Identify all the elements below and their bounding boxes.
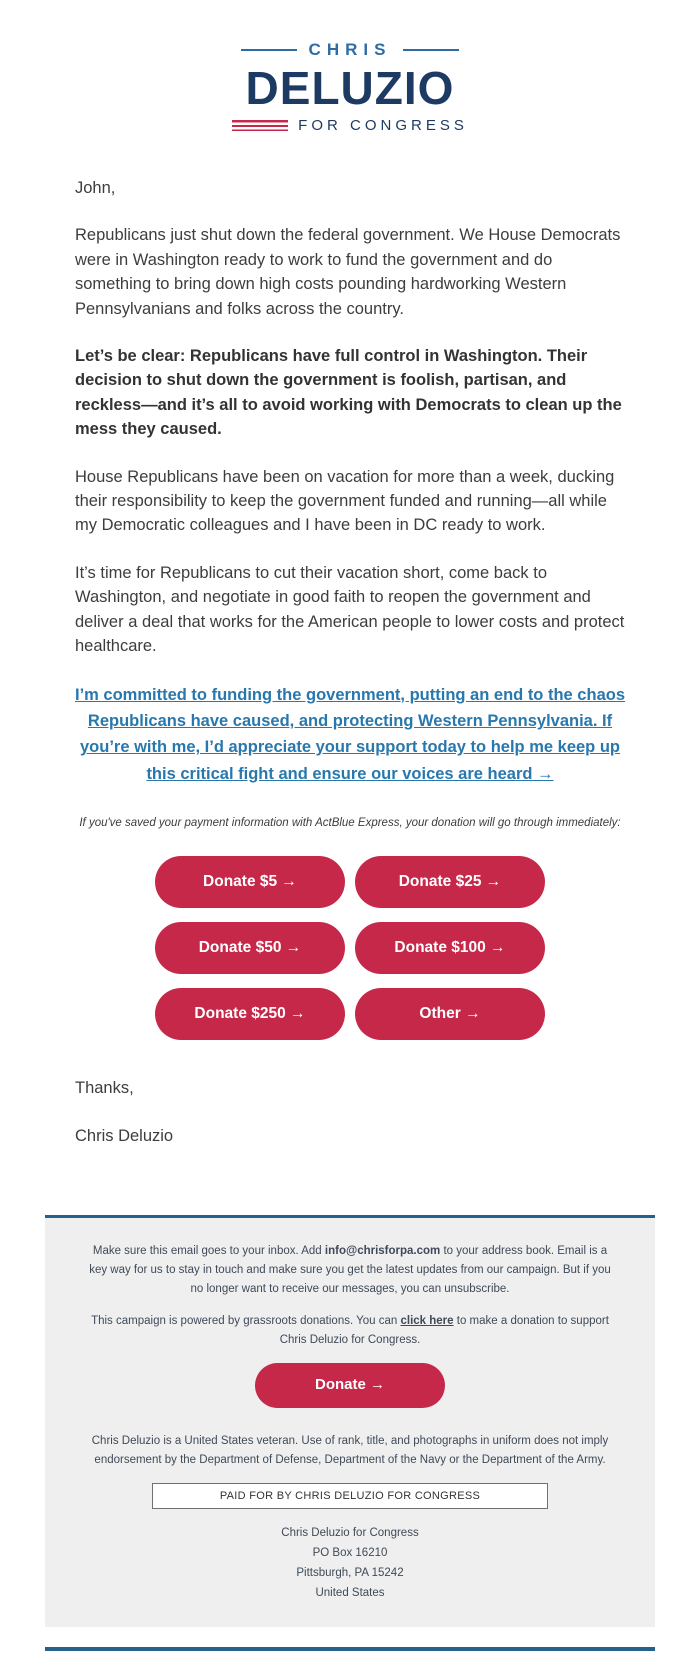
address-line-pobox: PO Box 16210 (312, 1546, 388, 1559)
donate-250-button[interactable]: Donate $250 → (155, 988, 345, 1040)
mailing-address (87, 1523, 613, 1604)
logo-first-name: CHRIS (308, 40, 392, 59)
flag-stripes-icon (232, 120, 288, 131)
letter-content (0, 134, 700, 1173)
bottom-divider (45, 1647, 655, 1651)
address-line-city: Pittsburgh, PA 15242 (296, 1567, 404, 1580)
grassroots-text: This campaign is powered by grassroots donations. You can (91, 1314, 401, 1327)
paid-for-disclaimer: PAID FOR BY CHRIS DELUZIO FOR CONGRESS (152, 1483, 548, 1509)
donate-50-button[interactable]: Donate $50 → (155, 922, 345, 974)
address-line-org: Chris Deluzio for Congress (281, 1526, 419, 1539)
logo-top-row (0, 40, 700, 60)
paragraph-negotiate: It’s time for Republicans to cut their vacation short, come back to Washington, and negotiate in good faith to reopen the government and deliver a deal that works for the American people to lower costs and protect healthcare. (75, 563, 625, 656)
donate-other-button[interactable]: Other → (355, 988, 545, 1040)
campaign-logo (0, 0, 700, 134)
logo-right-rule (403, 49, 459, 51)
actblue-express-note: If you've saved your payment information with ActBlue Express, your donation will go through immediately: (79, 817, 621, 830)
closing-block (75, 1076, 625, 1149)
bottom-spacer (0, 1627, 700, 1647)
logo-tagline-row (0, 117, 700, 134)
donate-25-button[interactable]: Donate $25 → (355, 856, 545, 908)
donate-5-button[interactable]: Donate $5 → (155, 856, 345, 908)
closing-thanks: Thanks, (75, 1079, 134, 1098)
logo-last-name: DELUZIO (245, 62, 455, 114)
campaign-email-address: info@chrisforpa.com (324, 1244, 441, 1257)
signature: Chris Deluzio (75, 1127, 174, 1146)
grassroots-text-2: to make a donation to support Chris Deluzio for Congress. (279, 1314, 609, 1346)
donate-button-grid (75, 856, 625, 1040)
paragraph-shutdown: Republicans just shut down the federal government. We House Democrats were in Washington ready to work to fund the government and do something to bring down high costs pounding hardworking Western Pennsylvanians and folks across the country. (75, 226, 621, 318)
support-link[interactable]: I’m committed to funding the government, putting an end to the chaos Republicans have caused, and protecting Western Pennsylvania. If you’re with me, I’d appreciate your support today to help me keep up this critical fight and ensure our voices are heard → (75, 685, 625, 783)
logo-tagline: FOR CONGRESS (298, 117, 468, 134)
greeting: John, (75, 179, 116, 197)
footer-donate-button[interactable]: Donate → (255, 1363, 445, 1408)
inbox-notice-text-2: to your address book. Email is a key way for us to stay in touch and make sure you get the latest updates from our campaign. But if you no longer want to receive our messages, you can (89, 1244, 611, 1295)
address-line-country: United States (315, 1587, 385, 1600)
unsubscribe-link[interactable]: unsubscribe (444, 1282, 507, 1295)
inbox-notice (87, 1242, 613, 1299)
footer (45, 1218, 655, 1627)
inbox-notice-text: Make sure this email goes to your inbox. Add (92, 1244, 325, 1257)
cta-paragraph (75, 682, 625, 788)
donate-100-button[interactable]: Donate $100 → (355, 922, 545, 974)
logo-left-rule (241, 49, 297, 51)
paragraph-clear: Let’s be clear: Republicans have full control in Washington. Their decision to shut down the government is foolish, partisan, and reckless—and it’s all to avoid working with Democrats to clean up the mess they caused. (75, 347, 622, 439)
veteran-disclaimer: Chris Deluzio is a United States veteran. Use of rank, title, and photographs in uniform does not imply endorsement by the Department of Defense, Department of the Navy or the Department of the Army. (91, 1434, 609, 1466)
inbox-notice-period: . (506, 1282, 510, 1295)
click-here-link[interactable]: click here (400, 1314, 454, 1327)
paragraph-vacation: House Republicans have been on vacation for more than a week, ducking their responsibility to keep the government funded and running—all while my Democratic colleagues and I have been in DC ready to work. (75, 467, 615, 535)
grassroots-notice (87, 1312, 613, 1350)
